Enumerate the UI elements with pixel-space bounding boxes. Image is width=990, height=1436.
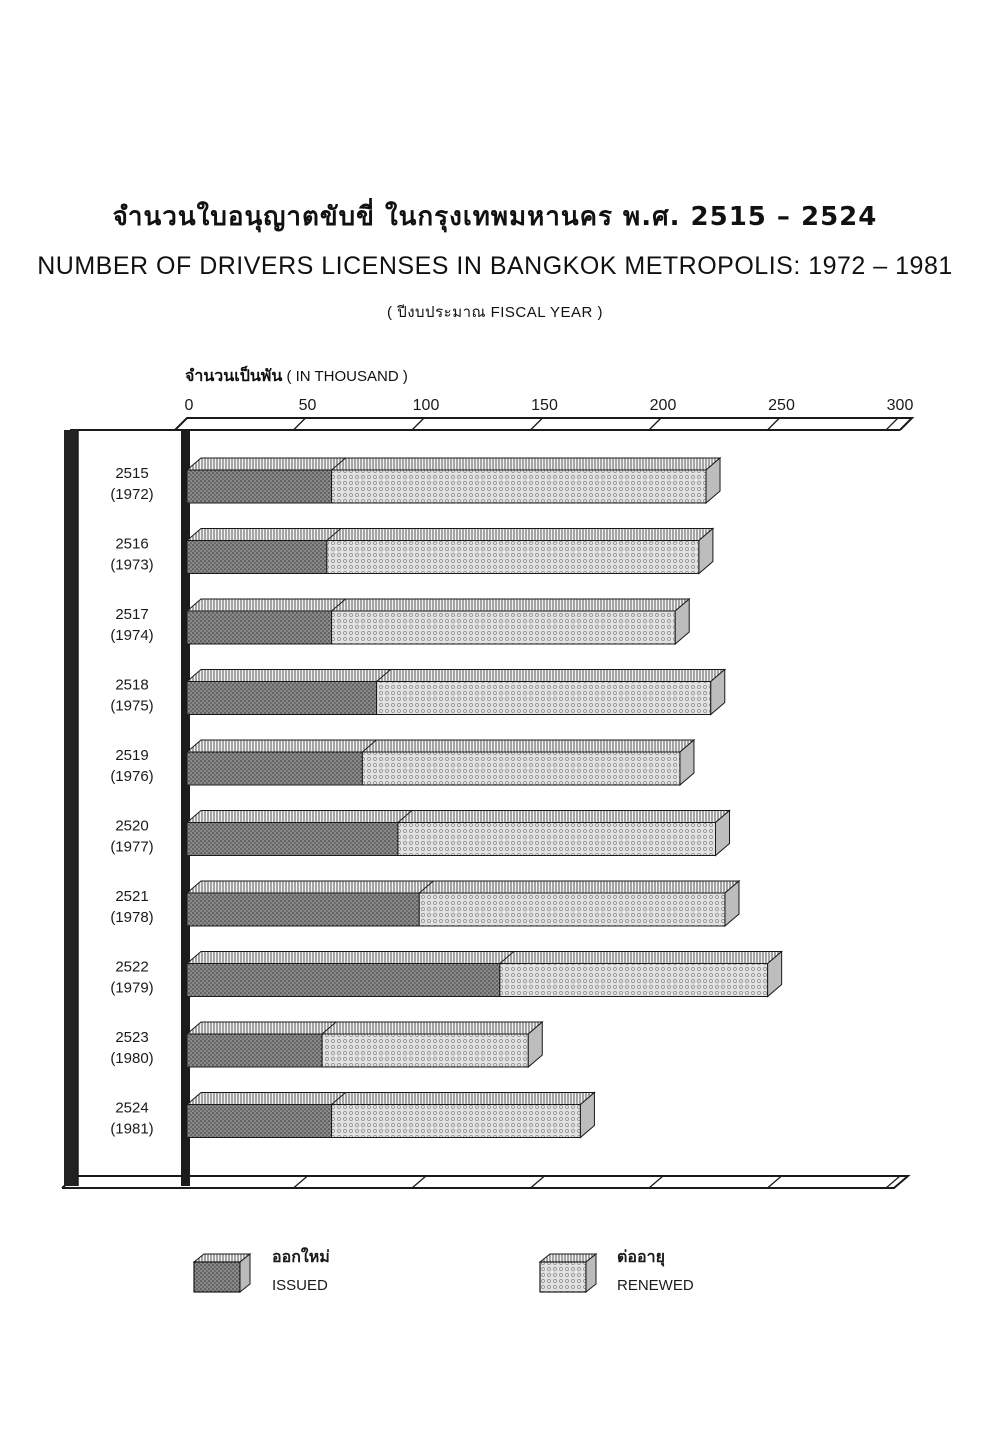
legend-label-renewed-th: ต่ออายุ — [617, 1247, 665, 1266]
bar-issued — [187, 823, 398, 856]
bar-renewed — [419, 893, 725, 926]
x-tick-mark — [531, 418, 543, 430]
bar-renewed — [500, 964, 768, 997]
category-label-ce: (1975) — [110, 697, 154, 715]
x-tick-mark — [412, 418, 424, 430]
chart-subtitle: ( ปีงบประมาณ FISCAL YEAR ) — [387, 304, 603, 321]
bar-renewed — [322, 1034, 528, 1067]
bar-issued — [187, 893, 419, 926]
category-label-ce: (1979) — [110, 979, 154, 997]
category-label-be: 2522 — [115, 958, 149, 976]
legend-swatch-issued-front — [194, 1262, 240, 1292]
x-floor-tick — [768, 1176, 782, 1188]
x-axis — [185, 397, 914, 1188]
category-label-ce: (1978) — [110, 909, 154, 926]
bar-renewed — [362, 752, 680, 785]
x-tick-mark — [294, 418, 306, 430]
bar-renewed — [332, 611, 676, 644]
category-label-ce: (1977) — [110, 838, 154, 856]
bar-renewed — [377, 682, 711, 715]
x-tick-label: 200 — [649, 397, 677, 414]
x-tick-label: 100 — [412, 397, 440, 414]
bar-top-face — [187, 1022, 542, 1034]
x-floor-tick — [294, 1176, 308, 1188]
y-axis-categories — [110, 465, 153, 1138]
x-floor-tick — [531, 1176, 545, 1188]
bar-top-face — [187, 740, 694, 752]
chart-title-english: NUMBER OF DRIVERS LICENSES IN BANGKOK METROPOLIS: 1972 – 1981 — [37, 252, 953, 280]
category-label-ce: (1973) — [110, 556, 154, 574]
bar-top-face — [187, 529, 713, 541]
bar-renewed — [332, 1105, 581, 1138]
bar-renewed — [332, 470, 706, 503]
axis-unit-english: ( IN THOUSAND ) — [286, 368, 408, 385]
left-wall — [64, 430, 78, 1186]
x-tick-label: 250 — [768, 397, 795, 414]
x-floor-tick — [649, 1176, 663, 1188]
category-label-be: 2521 — [115, 888, 149, 905]
bars — [187, 458, 782, 1138]
top-axis-band — [175, 418, 912, 430]
x-tick-label: 150 — [531, 397, 558, 414]
x-floor-tick — [412, 1176, 426, 1188]
x-tick-mark — [649, 418, 661, 430]
category-label-ce: (1980) — [110, 1050, 154, 1067]
legend-label-issued-th: ออกใหม่ — [272, 1247, 330, 1266]
bar-issued — [187, 1034, 322, 1067]
x-floor-tick — [886, 1176, 900, 1188]
category-label-ce: (1972) — [110, 486, 154, 503]
category-label-be: 2520 — [115, 817, 149, 835]
bar-issued — [187, 752, 362, 785]
category-label-be: 2519 — [115, 747, 149, 764]
bar-renewed — [327, 541, 699, 574]
bar-issued — [187, 611, 332, 644]
bar-top-face — [187, 670, 725, 682]
category-label-be: 2524 — [115, 1099, 149, 1117]
bar-top-face — [187, 1093, 594, 1105]
bar-top-face — [187, 881, 739, 893]
category-label-be: 2518 — [115, 676, 149, 694]
legend-label-renewed-en: RENEWED — [617, 1277, 694, 1294]
category-label-ce: (1974) — [110, 627, 154, 644]
bar-issued — [187, 470, 332, 503]
bar-top-face — [187, 952, 782, 964]
category-label-ce: (1976) — [110, 768, 154, 785]
bar-top-face — [187, 458, 720, 470]
bar-top-face — [187, 811, 730, 823]
chart-title-thai: จำนวนใบอนุญาตขับขี่ ในกรุงเทพมหานคร พ.ศ. 2515 – 2524 — [112, 202, 878, 232]
x-tick-mark — [768, 418, 780, 430]
x-tick-label: 300 — [886, 397, 914, 414]
bar-renewed — [398, 823, 716, 856]
bar-issued — [187, 682, 377, 715]
category-label-ce: (1981) — [110, 1120, 154, 1138]
axis-unit-thai: จำนวนเป็นพัน — [185, 368, 283, 385]
category-label-be: 2515 — [115, 465, 149, 482]
legend-swatch-renewed-front — [540, 1262, 586, 1292]
category-label-be: 2523 — [115, 1029, 149, 1046]
x-tick-mark — [886, 418, 898, 430]
category-label-be: 2516 — [115, 535, 149, 553]
category-label-be: 2517 — [115, 606, 149, 623]
x-tick-label: 0 — [184, 397, 194, 414]
legend — [194, 1247, 694, 1294]
bar-top-face — [187, 599, 689, 611]
bar-issued — [187, 964, 500, 997]
legend-label-issued-en: ISSUED — [272, 1277, 328, 1294]
bar-issued — [187, 541, 327, 574]
x-tick-label: 50 — [298, 397, 317, 414]
bar-issued — [187, 1105, 332, 1138]
